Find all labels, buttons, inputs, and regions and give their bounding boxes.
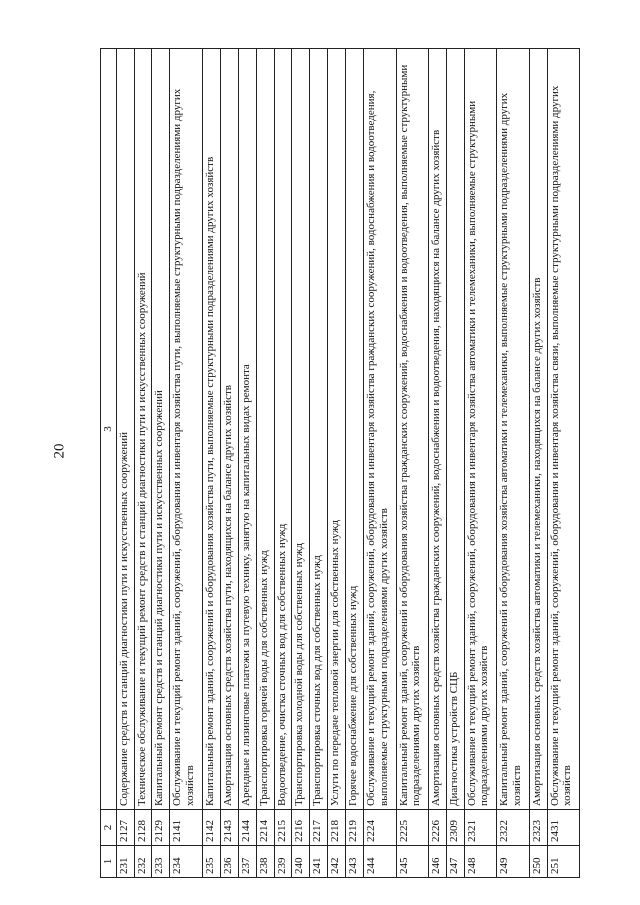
row-code: 2129	[152, 810, 170, 846]
row-number: 233	[152, 846, 170, 878]
table-row	[464, 49, 496, 878]
row-number: 251	[547, 846, 580, 878]
row-number: 243	[346, 846, 364, 878]
row-number: 250	[529, 846, 547, 878]
row-code: 2431	[547, 810, 580, 846]
row-description: Диагностика устройств СЦБ	[446, 49, 464, 810]
table-row	[446, 49, 464, 878]
row-description: Амортизация основных средств хозяйства пути, находящихся на балансе других хозяйств	[220, 49, 238, 810]
row-description: Горячее водоснабжение для собственных нужд	[346, 49, 364, 810]
row-description: Обслуживание и текущий ремонт зданий, сооружений, оборудования и инвентаря хозяйства автоматики и телемеханики, выполняемые структурными подразделениями других хозяйств	[464, 49, 496, 810]
page-number: 20	[51, 443, 68, 459]
row-number: 235	[202, 846, 220, 878]
table-row	[292, 49, 310, 878]
table-container	[100, 48, 580, 878]
row-code: 2323	[529, 810, 547, 846]
table-header-row	[101, 49, 117, 878]
row-code: 2321	[464, 810, 496, 846]
table-row	[328, 49, 346, 878]
row-code: 2219	[346, 810, 364, 846]
row-description: Транспортировка горячей воды для собственных нужд	[256, 49, 274, 810]
row-code: 2128	[134, 810, 152, 846]
row-code: 2218	[328, 810, 346, 846]
row-description: Водоотведение, очистка сточных вод для собственных нужд	[274, 49, 292, 810]
row-description: Обслуживание и текущий ремонт зданий, сооружений, оборудования и инвентаря хозяйства связи, выполняемые структурными подразделениями других хозяйств	[547, 49, 580, 810]
header-col-1: 1	[101, 846, 117, 878]
row-code: 2127	[116, 810, 134, 846]
row-number: 242	[328, 846, 346, 878]
row-code: 2217	[310, 810, 328, 846]
row-number: 244	[364, 846, 396, 878]
table-row	[274, 49, 292, 878]
row-code: 2225	[396, 810, 428, 846]
row-description: Амортизация основных средств хозяйства автоматики и телемеханики, находящихся на балансе других хозяйств	[529, 49, 547, 810]
row-code: 2141	[170, 810, 202, 846]
table-row	[529, 49, 547, 878]
row-description: Содержание средств и станций диагностики пути и искусственных сооружений	[116, 49, 134, 810]
row-code: 2142	[202, 810, 220, 846]
row-description: Обслуживание и текущий ремонт зданий, сооружений, оборудования и инвентаря хозяйства пути, выполняемые структурными подразделениями других хозяйств	[170, 49, 202, 810]
row-code: 2214	[256, 810, 274, 846]
table-row	[116, 49, 134, 878]
row-number: 245	[396, 846, 428, 878]
row-number: 237	[238, 846, 256, 878]
row-number: 239	[274, 846, 292, 878]
row-code: 2224	[364, 810, 396, 846]
table-row	[364, 49, 396, 878]
table-row	[256, 49, 274, 878]
table-row	[547, 49, 580, 878]
table-row	[428, 49, 446, 878]
header-col-3: 3	[101, 49, 117, 810]
row-code: 2322	[497, 810, 529, 846]
table-row	[134, 49, 152, 878]
row-number: 234	[170, 846, 202, 878]
row-number: 241	[310, 846, 328, 878]
row-code: 2143	[220, 810, 238, 846]
row-description: Техническое обслуживание и текущий ремонт средств и станций диагностики пути и искусственных сооружений	[134, 49, 152, 810]
row-description: Капитальный ремонт зданий, сооружений и оборудования хозяйства пути, выполняемые структурными подразделениями других хозяйств	[202, 49, 220, 810]
row-code: 2309	[446, 810, 464, 846]
row-number: 231	[116, 846, 134, 878]
table-row	[346, 49, 364, 878]
row-code: 2226	[428, 810, 446, 846]
row-description: Капитальный ремонт зданий, сооружений и оборудования хозяйства гражданских сооружений, водоснабжения и водоотведения, выполняемые структурными подразделениями других хозяйств	[396, 49, 428, 810]
row-description: Арендные и лизинговые платежи за путевую технику, занятую на капитальных видах ремонта	[238, 49, 256, 810]
row-number: 232	[134, 846, 152, 878]
table-row	[170, 49, 202, 878]
table-row	[497, 49, 529, 878]
row-number: 246	[428, 846, 446, 878]
row-number: 238	[256, 846, 274, 878]
table-row	[202, 49, 220, 878]
table-row	[152, 49, 170, 878]
table-row	[310, 49, 328, 878]
header-col-2: 2	[101, 810, 117, 846]
row-number: 236	[220, 846, 238, 878]
row-description: Обслуживание и текущий ремонт зданий, сооружений, оборудования и инвентаря хозяйства гражданских сооружений, водоснабжения и водоотведения, выполняемые структурными подразделениями других хозяйств	[364, 49, 396, 810]
row-code: 2216	[292, 810, 310, 846]
row-number: 240	[292, 846, 310, 878]
expense-items-table	[100, 48, 580, 878]
row-number: 247	[446, 846, 464, 878]
row-description: Амортизация основных средств хозяйства гражданских сооружений, водоснабжения и водоотведения, находящихся на балансе других хозяйств	[428, 49, 446, 810]
row-number: 249	[497, 846, 529, 878]
row-code: 2215	[274, 810, 292, 846]
row-description: Капитальный ремонт зданий, сооружений и оборудования хозяйства автоматики и телемеханики, выполняемые структурными подразделениями других хозяйств	[497, 49, 529, 810]
row-description: Транспортировка холодной воды для собственных нужд	[292, 49, 310, 810]
row-number: 248	[464, 846, 496, 878]
row-description: Услуги по передаче тепловой энергии для собственных нужд	[328, 49, 346, 810]
row-description: Транспортировка сточных вод для собственных нужд	[310, 49, 328, 810]
table-row	[238, 49, 256, 878]
table-row	[220, 49, 238, 878]
row-description: Капитальный ремонт средств и станций диагностики пути и искусственных сооружений	[152, 49, 170, 810]
row-code: 2144	[238, 810, 256, 846]
table-row	[396, 49, 428, 878]
